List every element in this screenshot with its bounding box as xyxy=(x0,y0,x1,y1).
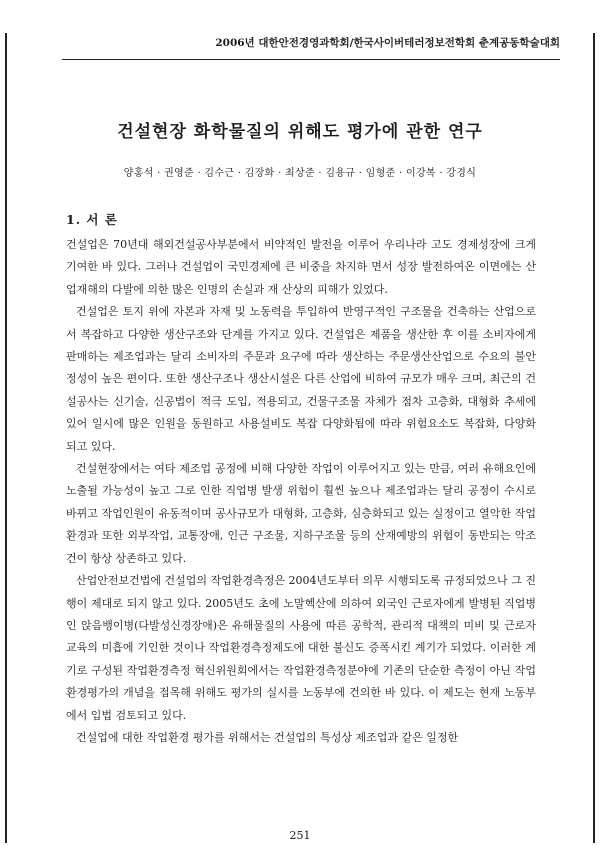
paragraph-3: 건설현장에서는 여타 제조업 공정에 비해 다양한 작업이 이루어지고 있는 만큼, 여러 유해요인에 노출될 가능성이 높고 그로 인한 직업병 발생 위험이 훨씬 높으나 제조업과는 달리 공정이 수시로 바뀌고 작업인원이 유동적이며 공사규모가 대형화, 고층화, 심층화되고 있는 실정이고 열악한 작업환경과 또한 외부작업, 교통장애, 인근 구조물, 지하구조물 등의 산재예방의 위험이 동반되는 악조건이 항상 상존하고 있다. xyxy=(66,462,536,565)
author-list: 양홍석 · 권영준 · 김수근 · 김장화 · 최상준 · 김용규 · 임형준 · 이강복 · 강경식 xyxy=(123,168,477,179)
page-frame-right xyxy=(593,33,595,843)
header-rule xyxy=(62,59,560,60)
page-frame-left xyxy=(5,33,7,843)
page-number: 251 xyxy=(289,829,311,842)
body-text xyxy=(66,234,536,749)
paragraph-1: 건설업은 70년대 해외건설공사부분에서 비약적인 발전을 이루어 우리나라 고도 경제성장에 크게 기여한 바 있다. 그러나 건설업이 국민경제에 큰 비중을 차지하 면서 성장 발전하여온 이면에는 산업재해의 다발에 의한 많은 인명의 손실과 재 산상의 피해가 있었다. xyxy=(66,238,536,296)
section-heading-introduction: 1. 서 론 xyxy=(66,212,118,227)
conference-header: 2006년 대한안전경영과학회/한국사이버테러정보전학회 춘계공동학술대회 xyxy=(215,37,560,49)
paragraph-4: 산업안전보건법에 건설업의 작업환경측정은 2004년도부터 의무 시행되도록 규정되었으나 그 진행이 제대로 되지 않고 있다. 2005년도 초에 노말헥산에 의하여 외국인 근로자에게 발병된 직업병인 앉음뱅이병(다발성신경장애)은 유해물질의 사용에 따른 공학적, 관리적 대책의 미비 및 근로자 교육의 미흡에 기인한 것이나 작업환경측정제도에 대한 불신도 증폭시킨 계기가 되었다. 이러한 계기로 구성된 작업환경측정 혁신위원회에서는 작업환경측정분야에 기존의 단순한 측정이 아닌 작업환경평가의 개념을 접목해 위해도 평가의 실시를 노동부에 건의한 바 있다. 이 제도는 현재 노동부에서 입법 검토되고 있다. xyxy=(66,574,536,722)
paragraph-5: 건설업에 대한 작업환경 평가를 위해서는 건설업의 특성상 제조업과 같은 일정한 xyxy=(76,730,459,744)
paper-title: 건설현장 화학물질의 위해도 평가에 관한 연구 xyxy=(117,122,483,142)
paragraph-2: 건설업은 토지 위에 자본과 자재 및 노동력을 투입하여 반영구적인 구조물을 건축하는 산업으로서 복잡하고 다양한 생산구조와 단계를 가지고 있다. 건설업은 제품을 생산한 후 이를 소비자에게 판매하는 제조업과는 달리 소비자의 주문과 요구에 따라 생산하는 주문생산산업으로 수요의 불안정성이 높은 편이다. 또한 생산구조나 생산시설은 다른 산업에 비하여 규모가 매우 크며, 최근의 건설공사는 신기술, 신공법이 적극 도입, 적용되고, 건물구조물 자체가 점차 고층화, 대형화 추세에 있어 일시에 많은 인원을 동원하고 사용설비도 복잡 다양화됨에 따라 위험요소도 복잡화, 다양화 되고 있다. xyxy=(66,305,536,453)
